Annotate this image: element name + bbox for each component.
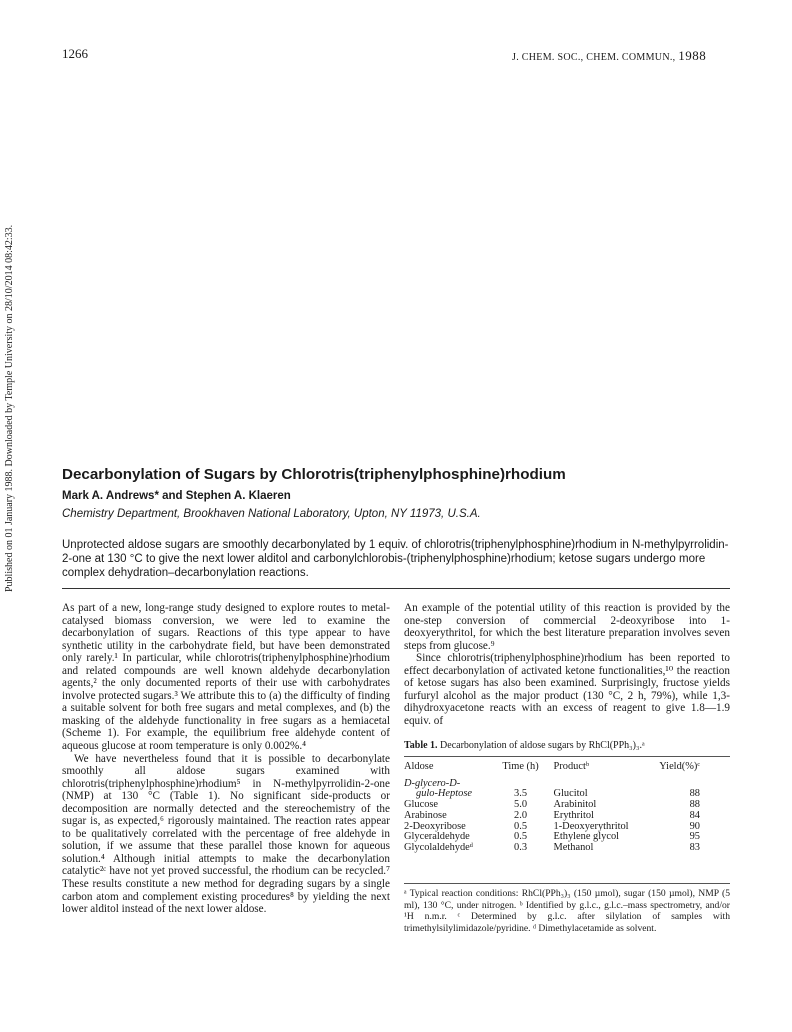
results-table [404, 760, 730, 854]
abstract: Unprotected aldose sugars are smoothly decarbonylated by 1 equiv. of chlorotris(triphenylphosphine)rhodium in N-methylpyrrolidin-2-one at 130 °C to give the next lower alditol and carbonylchlorobis-(triphenylphosphine)rhodium; ketose sugars undergo more complex dehydration–decarbonylation reactions. [62, 539, 729, 580]
cell-product: Methanol [553, 841, 594, 853]
cell-aldose: Glyceraldehyde [404, 831, 470, 843]
right-column [404, 602, 730, 727]
cell-product: Arabinitol [553, 799, 597, 811]
article-title: Decarbonylation of Sugars by Chlorotris(triphenylphosphine)rhodium [62, 466, 566, 483]
journal-year: 1988 [678, 48, 707, 63]
table-header-row [404, 760, 730, 779]
table-title: Decarbonylation of aldose sugars by RhCl(PPh₃)₃.ᵃ [440, 740, 645, 751]
cell-product: 1-Deoxyerythritol [553, 820, 629, 832]
cell-time: 0.5 [514, 820, 528, 832]
table-label: Table 1. [404, 740, 438, 751]
cell-yield [644, 779, 730, 790]
table-row [404, 811, 730, 822]
cell-yield: 90 [689, 820, 700, 832]
journal-header [512, 48, 706, 64]
body-paragraph-2: We have nevertheless found that it is possible to decarbonylate smoothly all aldose sugars examined with chlorotris(triphenylphosphine)rhodium⁵ in N-methylpyrrolidin-2-one (NMP) at 130 °C (Table 1). No significant side-products or decomposition are normally detected and the stereochemistry of the sugar is, as expected,⁶ rigorously maintained. The reaction rates appear to be qualitatively correlated with the percentage of free aldehyde in solution, if we assume that these parallel those known for aqueous solution.⁴ Although initial attempts to make the decarbonylation catalytic²ᶜ have not yet proved successful, the rhodium can be recycled.⁷ These results constitute a new method for degrading sugars by a single carbon atom and complement existing procedures⁸ by yielding the next lower alditol instead of the next lower aldose. [62, 752, 390, 916]
table-footnotes: ᵃ Typical reaction conditions: RhCl(PPh₃)₃ (150 µmol), sugar (150 µmol), NMP (5 ml), 130 °C, under nitrogen. ᵇ Identified by g.l.c., g.l.c.–mass spectrometry, and/or ¹H n.m.r. ᶜ Determined by g.l.c. after silylation of samples with trimethylsilylimidazole/pyridine. ᵈ Dimethylacetamide as solvent. [404, 888, 730, 934]
cell-aldose: D-glycero-D- [404, 777, 461, 789]
cell-yield: 84 [689, 809, 700, 821]
cell-time: 5.0 [514, 799, 528, 811]
body-paragraph-4: Since chlorotris(triphenylphosphine)rhodium has been reported to effect decarbonylation of activated ketone functionalities,¹⁰ the reaction of ketose sugars has also been examined. Surprisingly, fructose yields furfuryl alcohol as the major product (130 °C, 2 h, 79%), while 1,3-dihydroxyacetone reacts with an excess of reagent to give 1.8—1.9 equiv. of [404, 652, 730, 727]
table-caption [404, 740, 645, 751]
author-affiliation: Chemistry Department, Brookhaven National Laboratory, Upton, NY 11973, U.S.A. [62, 508, 481, 520]
table-row [404, 843, 730, 854]
body-paragraph-1: As part of a new, long-range study designed to explore routes to metal-catalysed biomass conversion, we were led to examine the decarbonylation of sugars. Reactions of this type appear to have synthetic utility in the carbohydrate field, but have been demonstrated only rarely.¹ In particular, while chlorotris(triphenylphosphine)rhodium and related compounds are well known aldehyde decarbonylation agents,² the only documented reports of their use with carbohydrates involve protected sugars.³ We attribute this to (a) the difficulty of finding a suitable solvent for both free sugars and metal complexes, and (b) the masking of the aldehyde functionality in free sugars as a hemiacetal (Scheme 1). For example, the equilibrium free aldehyde content of aqueous glucose at room temperature is only 0.002%.⁴ [62, 602, 390, 753]
cell-aldose: Arabinose [404, 809, 447, 821]
cell-yield: 88 [689, 788, 700, 800]
cell-aldose: 2-Deoxyribose [404, 820, 466, 832]
table-bottom-rule [404, 883, 730, 884]
cell-product: Ethylene glycol [553, 831, 620, 843]
header-aldose: Aldose [404, 761, 434, 772]
cell-yield: 83 [689, 841, 700, 853]
cell-time: 3.5 [514, 788, 528, 800]
cell-aldose: Glycolaldehydeᵈ [404, 841, 474, 853]
header-product: Productᵇ [553, 761, 590, 772]
download-notice: Published on 01 January 1988. Downloaded by Temple University on 28/10/2014 08:42:33. [4, 224, 15, 592]
cell-yield: 88 [689, 799, 700, 811]
page-number: 1266 [62, 46, 88, 61]
author-list: Mark A. Andrews* and Stephen A. Klaeren [62, 490, 291, 502]
abstract-divider [62, 588, 730, 589]
cell-aldose: Glucose [404, 799, 439, 811]
cell-product: Glucitol [553, 788, 588, 800]
header-yield: Yield(%)ᶜ [659, 761, 700, 772]
cell-time: 0.3 [514, 841, 528, 853]
cell-aldose: gulo-Heptose [416, 788, 472, 800]
cell-time: 0.5 [514, 831, 528, 843]
cell-product: Erythritol [553, 809, 594, 821]
header-time: Time (h) [502, 761, 539, 772]
left-column [62, 602, 390, 916]
body-paragraph-3: An example of the potential utility of this reaction is provided by the one-step conversion of commercial 2-deoxyribose into 1-deoxyerythritol, for which the best literature preparation involves seven steps from glucose.⁹ [404, 602, 730, 652]
table-top-rule [404, 756, 730, 757]
journal-name: J. CHEM. SOC., CHEM. COMMUN., [512, 52, 676, 63]
cell-yield: 95 [689, 831, 700, 843]
cell-time: 2.0 [514, 809, 528, 821]
